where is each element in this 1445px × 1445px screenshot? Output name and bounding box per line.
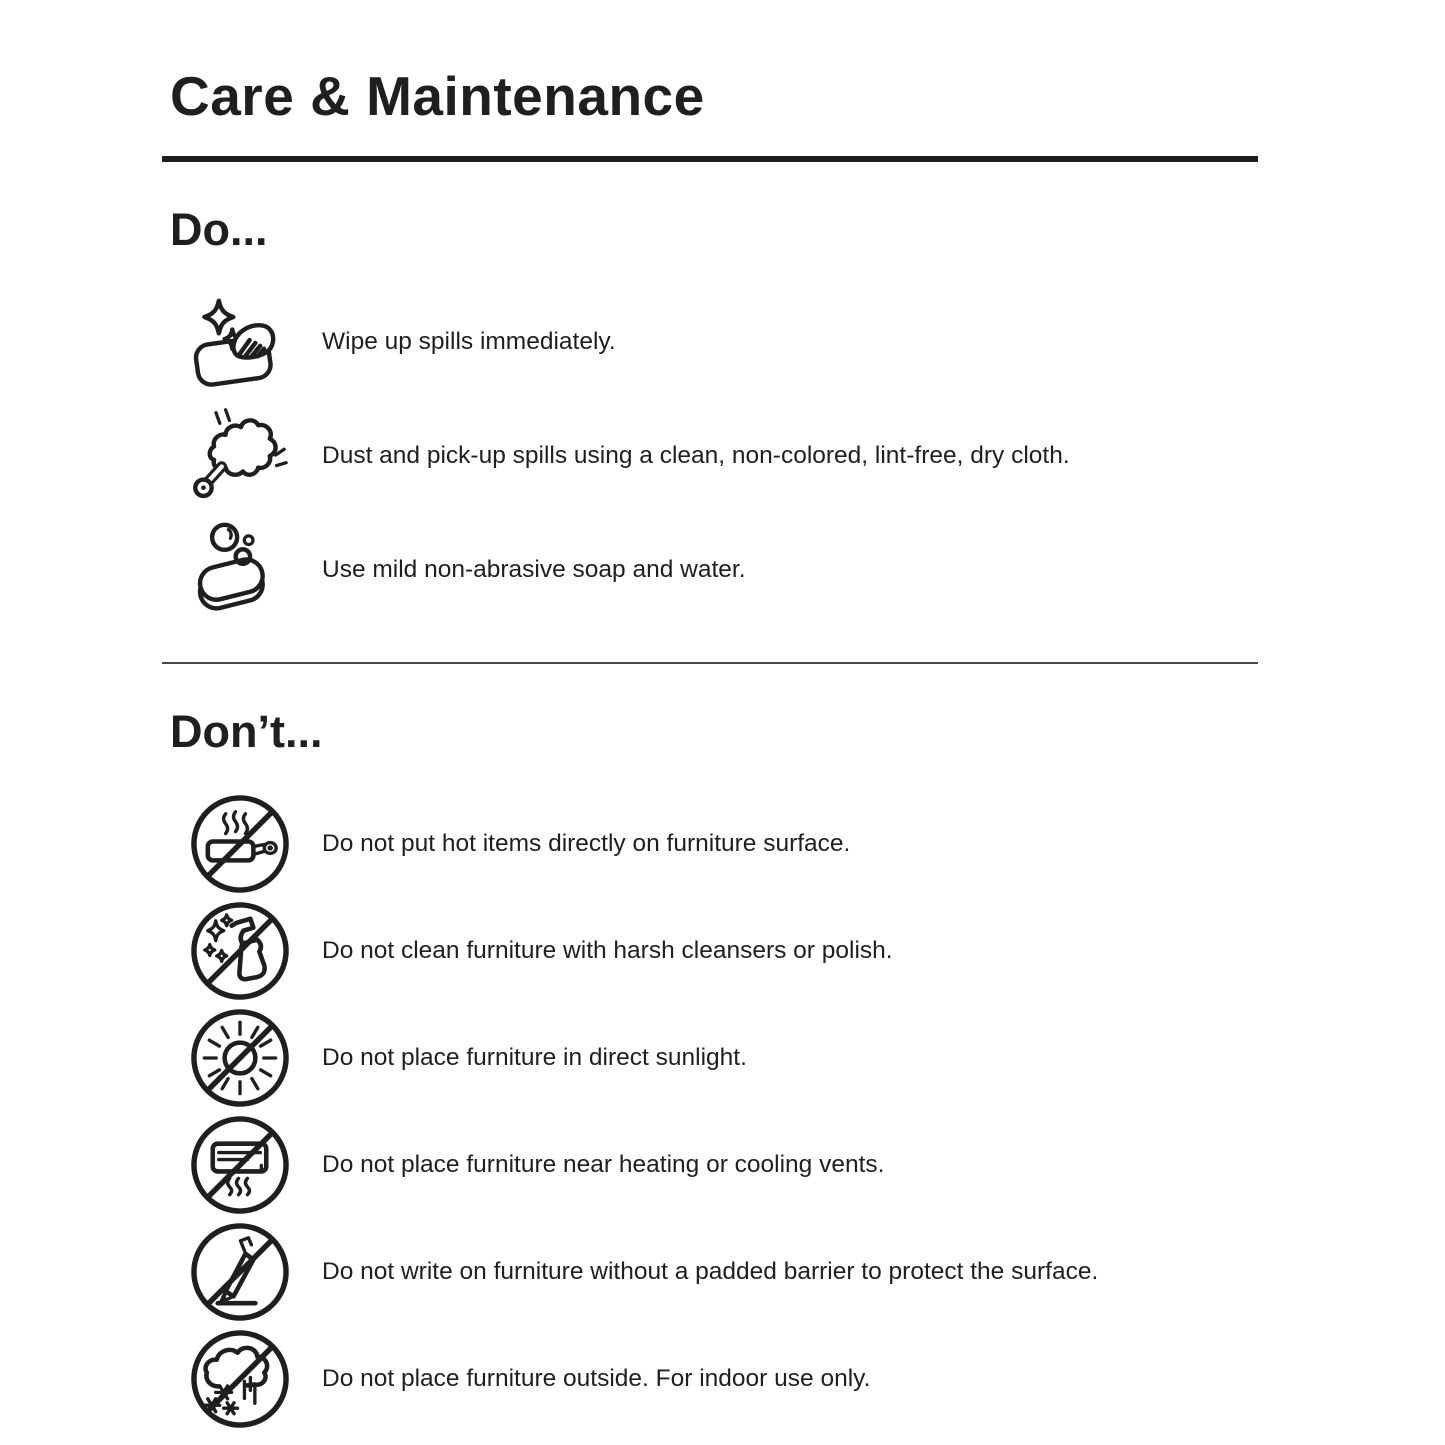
- care-maintenance-sheet: [162, 64, 1258, 1434]
- no-heating-vents-icon: [188, 1113, 292, 1217]
- no-outdoor-use-icon: [188, 1327, 292, 1431]
- care-item-text: Dust and pick-up spills using a clean, non-colored, lint-free, dry cloth.: [322, 441, 1070, 469]
- do-rows: [162, 290, 1258, 622]
- soap-bubbles-icon: [188, 518, 292, 622]
- care-item-text: Do not clean furniture with harsh cleansers or polish.: [322, 936, 893, 964]
- care-item-text: Use mild non-abrasive soap and water.: [322, 555, 746, 583]
- dont-heading: Don’t...: [170, 706, 323, 757]
- page-title: Care & Maintenance: [170, 65, 705, 127]
- care-item-no-vents: [162, 1113, 1258, 1217]
- care-item-text: Do not put hot items directly on furniture surface.: [322, 829, 851, 857]
- care-item-soap: [162, 518, 1258, 622]
- care-item-no-writing: [162, 1220, 1258, 1324]
- no-harsh-cleansers-icon: [188, 899, 292, 1003]
- wipe-spill-icon: [188, 290, 292, 394]
- do-heading: Do...: [170, 204, 268, 255]
- care-item-wipe: [162, 290, 1258, 394]
- care-item-text: Wipe up spills immediately.: [322, 327, 616, 355]
- care-item-no-sunlight: [162, 1006, 1258, 1110]
- care-item-text: Do not place furniture in direct sunlight.: [322, 1043, 747, 1071]
- no-writing-icon: [188, 1220, 292, 1324]
- title-rule: [162, 156, 1258, 162]
- no-direct-sunlight-icon: [188, 1006, 292, 1110]
- care-item-text: Do not place furniture near heating or cooling vents.: [322, 1150, 885, 1178]
- care-item-no-cleansers: [162, 899, 1258, 1003]
- do-section: [162, 204, 1258, 622]
- dont-rows: [162, 792, 1258, 1431]
- section-divider: [162, 662, 1258, 664]
- no-hot-items-icon: [188, 792, 292, 896]
- care-item-text: Do not write on furniture without a padded barrier to protect the surface.: [322, 1257, 1099, 1285]
- care-item-no-hot: [162, 792, 1258, 896]
- care-item-no-outdoor: [162, 1327, 1258, 1431]
- care-item-text: Do not place furniture outside. For indoor use only.: [322, 1364, 871, 1392]
- care-item-dust: [162, 404, 1258, 508]
- duster-icon: [188, 404, 292, 508]
- dont-section: [162, 706, 1258, 1431]
